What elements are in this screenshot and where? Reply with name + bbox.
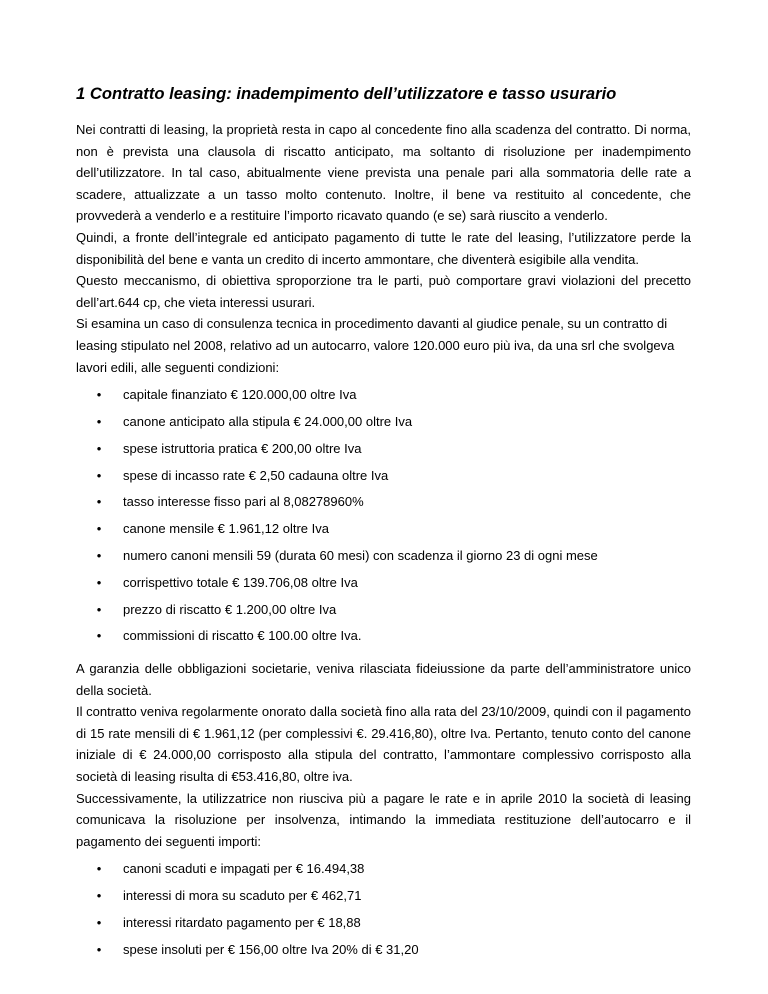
list-item (76, 465, 691, 492)
list-item (76, 572, 691, 599)
list-item-text: tasso interesse fisso pari al 8,08278960% (123, 494, 364, 510)
bullet-icon: • (96, 547, 102, 563)
list-item (76, 625, 691, 652)
list-item (76, 384, 691, 411)
list-item (76, 438, 691, 465)
paragraph-payments-made: Il contratto veniva regolarmente onorato dalla società fino alla rata del 23/10/2009, quindi con il pagamento di 15 rate mensili di € 1.961,12 (per complessivi €. 29.416,80), oltre Iva. Pertanto, tenuto conto del canone iniziale di € 24.000,00 corrisposto alla stipula del contratto, l’ammontare complessivo corrisposto alla società di leasing risulta di €53.416,80, oltre iva. (76, 704, 691, 785)
paragraph-leasing-ownership: Nei contratti di leasing, la proprietà resta in capo al concedente fino alla scadenza del contratto. Di norma, non è prevista una clausola di riscatto anticipato, ma soltanto di risoluzione per inadempimento dell’utilizzatore. In tal caso, abitualmente viene prevista una penale pari alla sommatoria delle rate a scadere, attualizzate a un tasso molto contenuto. Inoltre, il bene va restituito al concedente, che provvederà a venderlo e a restituire l’importo ricavato quando (e se) sarà riuscito a venderlo. (76, 122, 691, 224)
paragraph-guarantee: A garanzia delle obbligazioni societarie, veniva rilasciata fideiussione da parte dell’amministratore unico della società. (76, 661, 691, 698)
bullet-icon: • (96, 387, 102, 403)
bullet-icon: • (96, 467, 102, 483)
list-item-text: canoni scaduti e impagati per € 16.494,38 (123, 861, 365, 877)
list-item-text: numero canoni mensili 59 (durata 60 mesi) con scadenza il giorno 23 di ogni mese (123, 547, 598, 563)
claimed-amounts-list (76, 858, 691, 965)
bullet-icon: • (96, 574, 102, 590)
bullet-icon: • (96, 601, 102, 617)
bullet-icon: • (96, 521, 102, 537)
list-item (76, 599, 691, 626)
list-item-text: spese di incasso rate € 2,50 cadauna oltre Iva (123, 467, 389, 483)
contract-conditions-list (76, 384, 691, 652)
list-item-text: spese insoluti per € 156,00 oltre Iva 20% di € 31,20 (123, 941, 419, 957)
paragraph-termination: Successivamente, la utilizzatrice non riusciva più a pagare le rate e in aprile 2010 la società di leasing comunicava la risoluzione per insolvenza, intimando la immediata restituzione dell’autocarro e il pagamento dei seguenti importi: (76, 790, 691, 849)
list-item (76, 885, 691, 912)
bullet-icon: • (96, 941, 102, 957)
bullet-icon: • (96, 628, 102, 644)
list-item-text: interessi ritardato pagamento per € 18,88 (123, 915, 361, 931)
list-item-text: prezzo di riscatto € 1.200,00 oltre Iva (123, 601, 337, 617)
list-item (76, 912, 691, 939)
document-title: 1 Contratto leasing: inadempimento dell’utilizzatore e tasso usurario (76, 84, 617, 103)
list-item-text: canone anticipato alla stipula € 24.000,00 oltre Iva (123, 413, 413, 429)
list-item (76, 939, 691, 966)
bullet-icon: • (96, 494, 102, 510)
list-item-text: canone mensile € 1.961,12 oltre Iva (123, 521, 329, 537)
list-item-text: interessi di mora su scaduto per € 462,71 (123, 888, 362, 904)
list-item (76, 518, 691, 545)
bullet-icon: • (96, 413, 102, 429)
list-item-text: commissioni di riscatto € 100.00 oltre Iva. (123, 628, 362, 644)
list-item-text: capitale finanziato € 120.000,00 oltre Iva (123, 387, 357, 403)
bullet-icon: • (96, 440, 102, 456)
bullet-icon: • (96, 915, 102, 931)
list-item (76, 411, 691, 438)
list-item (76, 545, 691, 572)
document-body (76, 119, 691, 972)
list-item-text: corrispettivo totale € 139.706,08 oltre Iva (123, 574, 358, 590)
paragraph-loss-of-asset: Quindi, a fronte dell’integrale ed anticipato pagamento di tutte le rate del leasing, l’utilizzatore perde la disponibilità del bene e vanta un credito di incerto ammontare, che diventerà esigibile alla vendita. (76, 229, 691, 267)
bullet-icon: • (96, 861, 102, 877)
list-item (76, 858, 691, 885)
list-item (76, 491, 691, 518)
bullet-icon: • (96, 888, 102, 904)
list-item-text: spese istruttoria pratica € 200,00 oltre Iva (123, 440, 362, 456)
paragraph-usury-violation: Questo meccanismo, di obiettiva sproporzione tra le parti, può comportare gravi violazioni del precetto dell’art.644 cp, che vieta interessi usurari. (76, 273, 691, 310)
paragraph-case-intro: Si esamina un caso di consulenza tecnica in procedimento davanti al giudice penale, su un contratto di leasing stipulato nel 2008, relativo ad un autocarro, valore 120.000 euro più iva, da una srl che svolgeva lavori edili, alle seguenti condizioni: (76, 316, 675, 375)
